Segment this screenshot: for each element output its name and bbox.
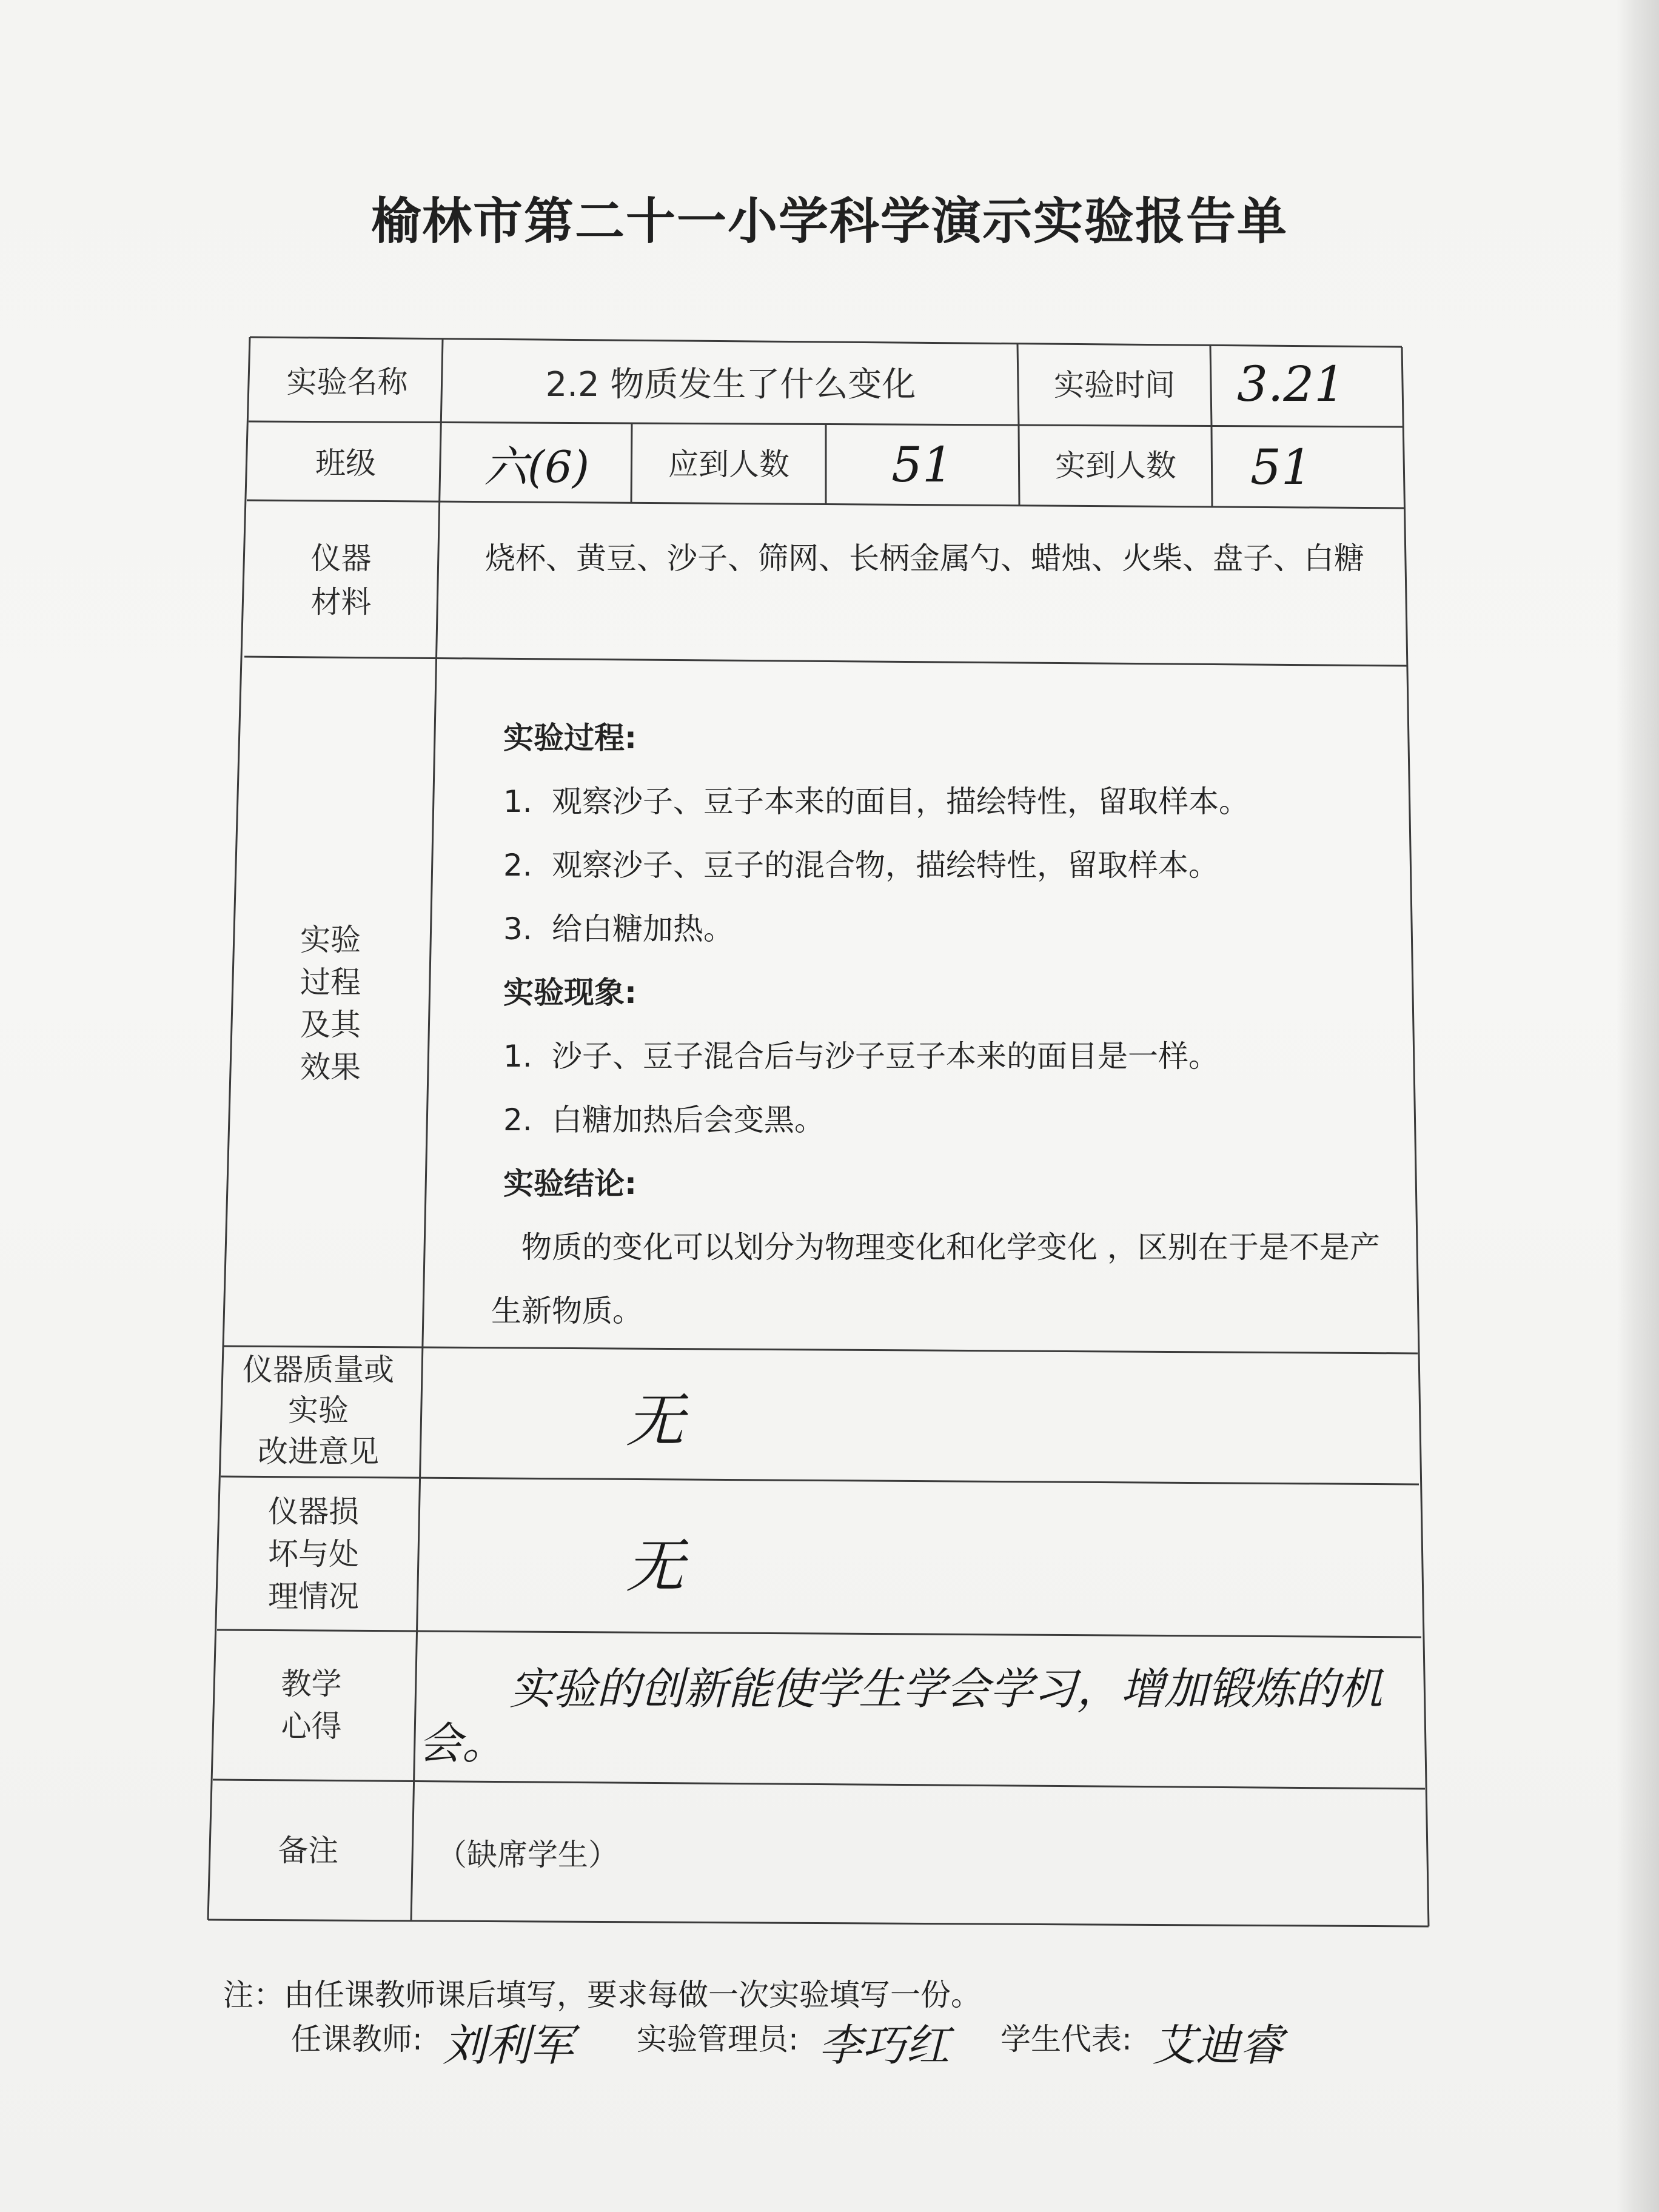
signature-row (291, 2010, 1382, 2083)
damage-value: 无 (626, 1532, 684, 1600)
footer-note: 注：由任课教师课后填写，要求每做一次实验填写一份。 (223, 1977, 981, 2013)
experiment-name-value: 2.2 物质发生了什么变化 (545, 365, 916, 404)
actual-count-value: 51 (1250, 438, 1312, 495)
experiment-name-label: 实验名称 (286, 364, 408, 400)
phenomena-item: 2. 白糖加热后会变黑。 (503, 1102, 825, 1138)
class-value: 六(6) (484, 441, 589, 492)
conclusion-heading: 实验结论: (503, 1166, 637, 1201)
expected-count-value: 51 (891, 436, 953, 493)
student-signature: 艾迪睿 (1152, 2020, 1284, 2071)
process-step: 3. 给白糖加热。 (503, 911, 734, 947)
report-title: 榆林市第二十一小学科学演示实验报告单 (370, 193, 1288, 250)
manager-signature: 李巧红 (819, 2020, 950, 2071)
remarks-label: 备注 (278, 1833, 338, 1869)
quality-label: 仪器质量或 实验 改进意见 (243, 1352, 394, 1469)
process-content (491, 706, 1395, 1343)
conclusion-text: 物质的变化可以划分为物理变化和化学变化 ，区别在于是不是产生新物质。 (491, 1230, 1380, 1329)
process-label: 实验 过程 及其 效果 (300, 922, 361, 1085)
damage-label: 仪器损 坏与处 理情况 (268, 1493, 359, 1614)
experiment-time-label: 实验时间 (1054, 367, 1175, 403)
process-step: 2. 观察沙子、豆子的混合物，描绘特性，留取样本。 (503, 848, 1219, 883)
reflection-label: 教学 心得 (281, 1666, 342, 1744)
manager-label: 实验管理员: (637, 2022, 799, 2057)
teacher-signature: 刘利军 (443, 2020, 574, 2071)
student-label: 学生代表: (1000, 2022, 1132, 2057)
quality-value: 无 (626, 1386, 684, 1455)
class-label: 班级 (315, 445, 376, 481)
materials-label: 仪器 材料 (310, 540, 372, 620)
process-step: 1. 观察沙子、豆子本来的面目，描绘特性，留取样本。 (503, 784, 1249, 819)
actual-count-label: 实到人数 (1055, 447, 1176, 483)
phenomena-heading: 实验现象: (503, 975, 637, 1010)
expected-count-label: 应到人数 (668, 446, 789, 482)
teacher-label: 任课教师: (291, 2022, 423, 2057)
remarks-value: （缺席学生） (437, 1837, 618, 1872)
experiment-time-value: 3.21 (1237, 355, 1346, 412)
reflection-value: 实验的创新能使学生学会学习，增加锻炼的机会。 (418, 1663, 1383, 1769)
process-heading: 实验过程: (503, 720, 637, 756)
materials-value: 烧杯、黄豆、沙子、筛网、长柄金属勺、蜡烛、火柴、盘子、白糖 (485, 541, 1364, 576)
phenomena-item: 1. 沙子、豆子混合后与沙子豆子本来的面目是一样。 (503, 1039, 1219, 1074)
